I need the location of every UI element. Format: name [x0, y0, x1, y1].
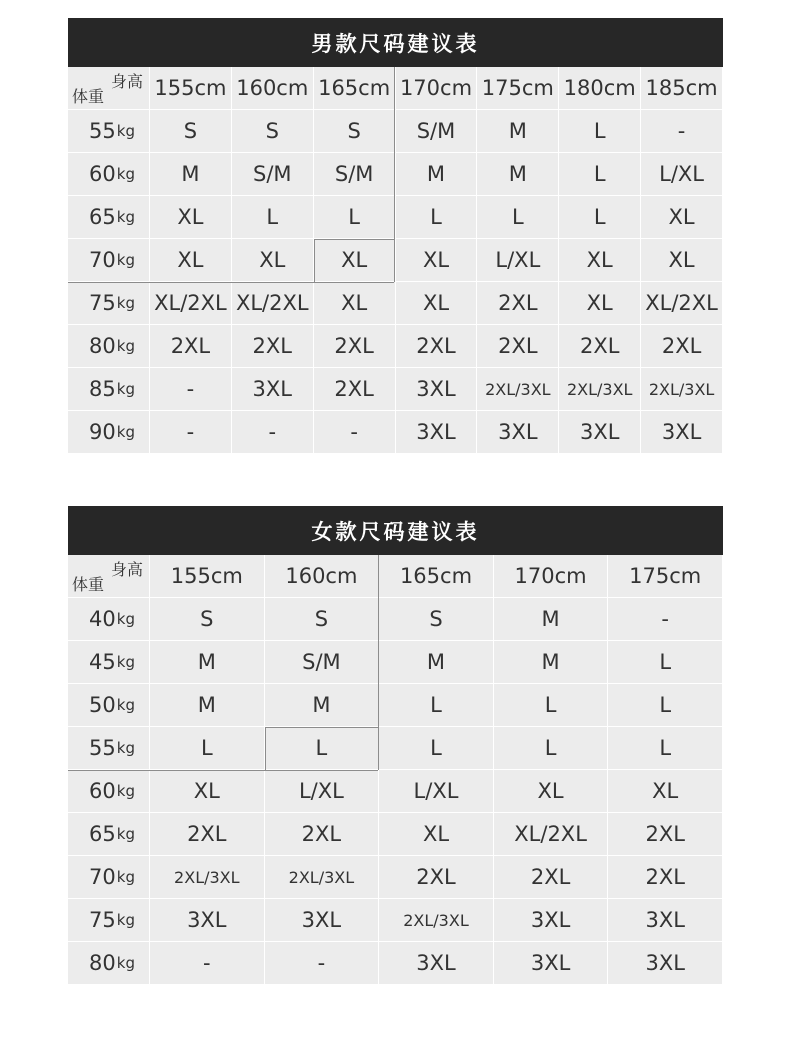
weight-unit: kg — [116, 653, 135, 671]
size-cell: 3XL — [608, 899, 723, 942]
size-cell: L — [379, 684, 494, 727]
size-cell: XL — [559, 282, 641, 325]
height-header: 175cm — [608, 555, 723, 598]
size-cell: L/XL — [379, 770, 494, 813]
weight-label — [68, 727, 150, 770]
weight-axis-label: 体重 — [72, 87, 105, 106]
size-cell: 3XL — [232, 368, 314, 411]
size-cell: S/M — [396, 110, 478, 153]
women-table-title: 女款尺码建议表 — [68, 506, 723, 555]
size-cell: 3XL — [150, 899, 265, 942]
weight-value: 55 — [89, 119, 116, 143]
weight-unit: kg — [116, 782, 135, 800]
weight-label — [68, 641, 150, 684]
size-cell: - — [150, 942, 265, 985]
height-header: 170cm — [396, 67, 478, 110]
size-cell: L — [559, 196, 641, 239]
size-cell: 3XL — [608, 942, 723, 985]
highlight-box-top — [314, 239, 395, 240]
weight-unit: kg — [116, 380, 135, 398]
size-cell: L/XL — [477, 239, 559, 282]
weight-label — [68, 239, 150, 282]
size-cell: XL — [150, 239, 232, 282]
women-size-grid — [68, 555, 723, 985]
size-cell: 2XL — [314, 368, 396, 411]
weight-unit: kg — [116, 696, 135, 714]
size-cell: 2XL — [265, 813, 380, 856]
size-cell: M — [396, 153, 478, 196]
size-cell: L — [494, 727, 609, 770]
size-cell: - — [314, 411, 396, 454]
size-cell: XL — [232, 239, 314, 282]
weight-value: 75 — [89, 291, 116, 315]
weight-label — [68, 856, 150, 899]
size-cell: S — [232, 110, 314, 153]
weight-label — [68, 899, 150, 942]
size-cell: 2XL/3XL — [641, 368, 723, 411]
weight-label — [68, 368, 150, 411]
size-cell: 2XL/3XL — [150, 856, 265, 899]
size-cell: 2XL — [608, 856, 723, 899]
weight-value: 60 — [89, 162, 116, 186]
size-cell: 2XL/3XL — [379, 899, 494, 942]
size-cell: S — [379, 598, 494, 641]
size-cell: XL/2XL — [494, 813, 609, 856]
weight-axis-label: 体重 — [72, 575, 105, 594]
size-cell: L — [396, 196, 478, 239]
size-cell: 2XL — [559, 325, 641, 368]
size-cell: M — [477, 153, 559, 196]
size-cell: XL — [150, 770, 265, 813]
weight-value: 90 — [89, 420, 116, 444]
size-cell: - — [232, 411, 314, 454]
size-cell: M — [379, 641, 494, 684]
guide-line-vertical — [378, 555, 379, 770]
weight-unit: kg — [116, 911, 135, 929]
weight-unit: kg — [116, 251, 135, 269]
highlight-box-top — [265, 727, 379, 728]
size-cell: 2XL/3XL — [559, 368, 641, 411]
weight-value: 80 — [89, 334, 116, 358]
height-axis-label: 身高 — [110, 560, 143, 579]
weight-value: 70 — [89, 865, 116, 889]
men-size-grid — [68, 67, 723, 454]
weight-unit: kg — [116, 954, 135, 972]
weight-unit: kg — [116, 868, 135, 886]
height-header: 160cm — [232, 67, 314, 110]
guide-line-horizontal — [68, 282, 394, 283]
size-cell: L — [608, 641, 723, 684]
size-cell: M — [150, 153, 232, 196]
size-cell: L — [477, 196, 559, 239]
height-header: 185cm — [641, 67, 723, 110]
height-header: 155cm — [150, 555, 265, 598]
size-cell: 2XL — [477, 282, 559, 325]
size-cell: 3XL — [265, 899, 380, 942]
size-cell: 3XL — [641, 411, 723, 454]
size-cell: L — [608, 684, 723, 727]
size-cell: M — [477, 110, 559, 153]
size-cell: L — [559, 110, 641, 153]
size-cell: 2XL — [608, 813, 723, 856]
men-table-title: 男款尺码建议表 — [68, 18, 723, 67]
size-cell: - — [608, 598, 723, 641]
weight-label — [68, 942, 150, 985]
size-cell: 2XL — [477, 325, 559, 368]
weight-unit: kg — [116, 337, 135, 355]
women-corner-header — [68, 555, 150, 598]
weight-value: 55 — [89, 736, 116, 760]
weight-value: 65 — [89, 205, 116, 229]
size-cell: 2XL — [314, 325, 396, 368]
size-cell: L — [494, 684, 609, 727]
men-size-table — [68, 18, 723, 454]
men-corner-header — [68, 67, 150, 110]
size-cell: 2XL — [150, 813, 265, 856]
weight-value: 60 — [89, 779, 116, 803]
size-cell: 3XL — [396, 411, 478, 454]
weight-label — [68, 770, 150, 813]
size-cell: XL/2XL — [150, 282, 232, 325]
weight-unit: kg — [116, 294, 135, 312]
height-header: 165cm — [314, 67, 396, 110]
size-cell: 3XL — [494, 942, 609, 985]
height-axis-label: 身高 — [110, 72, 143, 91]
size-cell: - — [641, 110, 723, 153]
size-cell: L — [608, 727, 723, 770]
size-cell: 3XL — [559, 411, 641, 454]
size-cell: M — [494, 598, 609, 641]
size-cell: 2XL — [232, 325, 314, 368]
size-cell: XL — [559, 239, 641, 282]
size-cell: L — [150, 727, 265, 770]
size-cell: 3XL — [494, 899, 609, 942]
size-cell: XL — [494, 770, 609, 813]
size-cell: 3XL — [396, 368, 478, 411]
weight-value: 45 — [89, 650, 116, 674]
weight-unit: kg — [116, 208, 135, 226]
size-cell: S — [150, 598, 265, 641]
guide-line-vertical — [394, 67, 395, 282]
size-cell: 3XL — [477, 411, 559, 454]
size-cell: XL — [314, 282, 396, 325]
size-cell: - — [265, 942, 380, 985]
size-cell: L — [559, 153, 641, 196]
size-cell: L — [314, 196, 396, 239]
size-cell: XL — [150, 196, 232, 239]
weight-value: 80 — [89, 951, 116, 975]
size-cell: M — [494, 641, 609, 684]
weight-label — [68, 282, 150, 325]
height-header: 155cm — [150, 67, 232, 110]
size-cell: S — [265, 598, 380, 641]
size-cell: M — [265, 684, 380, 727]
women-size-table — [68, 506, 723, 985]
size-cell: XL — [641, 196, 723, 239]
weight-unit: kg — [116, 165, 135, 183]
size-cell: XL/2XL — [232, 282, 314, 325]
size-cell: XL — [379, 813, 494, 856]
size-cell: XL — [314, 239, 396, 282]
weight-label — [68, 598, 150, 641]
size-cell: 2XL — [396, 325, 478, 368]
height-header: 170cm — [494, 555, 609, 598]
size-cell: - — [150, 411, 232, 454]
highlight-box-left — [265, 727, 266, 770]
size-cell: L — [379, 727, 494, 770]
size-cell: XL — [396, 282, 478, 325]
weight-label — [68, 196, 150, 239]
size-cell: L — [265, 727, 380, 770]
size-cell: S/M — [265, 641, 380, 684]
highlight-box-left — [314, 239, 315, 282]
size-cell: S/M — [232, 153, 314, 196]
weight-unit: kg — [116, 739, 135, 757]
weight-unit: kg — [116, 825, 135, 843]
height-header: 165cm — [379, 555, 494, 598]
size-cell: 2XL/3XL — [477, 368, 559, 411]
size-cell: XL — [641, 239, 723, 282]
size-cell: S — [150, 110, 232, 153]
size-cell: L/XL — [265, 770, 380, 813]
weight-value: 75 — [89, 908, 116, 932]
height-header: 175cm — [477, 67, 559, 110]
size-cell: - — [150, 368, 232, 411]
weight-label — [68, 325, 150, 368]
weight-unit: kg — [116, 122, 135, 140]
size-cell: 2XL — [494, 856, 609, 899]
weight-unit: kg — [116, 610, 135, 628]
height-header: 160cm — [265, 555, 380, 598]
weight-value: 65 — [89, 822, 116, 846]
weight-unit: kg — [116, 423, 135, 441]
height-header: 180cm — [559, 67, 641, 110]
weight-value: 50 — [89, 693, 116, 717]
weight-label — [68, 411, 150, 454]
weight-label — [68, 684, 150, 727]
weight-value: 70 — [89, 248, 116, 272]
size-cell: XL/2XL — [641, 282, 723, 325]
weight-value: 85 — [89, 377, 116, 401]
size-cell: 3XL — [379, 942, 494, 985]
size-cell: M — [150, 684, 265, 727]
size-cell: 2XL — [150, 325, 232, 368]
weight-label — [68, 110, 150, 153]
guide-line-horizontal — [68, 770, 378, 771]
size-cell: 2XL — [379, 856, 494, 899]
size-cell: XL — [396, 239, 478, 282]
weight-value: 40 — [89, 607, 116, 631]
weight-label — [68, 813, 150, 856]
size-cell: S — [314, 110, 396, 153]
size-cell: L — [232, 196, 314, 239]
size-cell: XL — [608, 770, 723, 813]
size-cell: L/XL — [641, 153, 723, 196]
weight-label — [68, 153, 150, 196]
size-cell: S/M — [314, 153, 396, 196]
size-cell: 2XL/3XL — [265, 856, 380, 899]
size-cell: M — [150, 641, 265, 684]
size-cell: 2XL — [641, 325, 723, 368]
